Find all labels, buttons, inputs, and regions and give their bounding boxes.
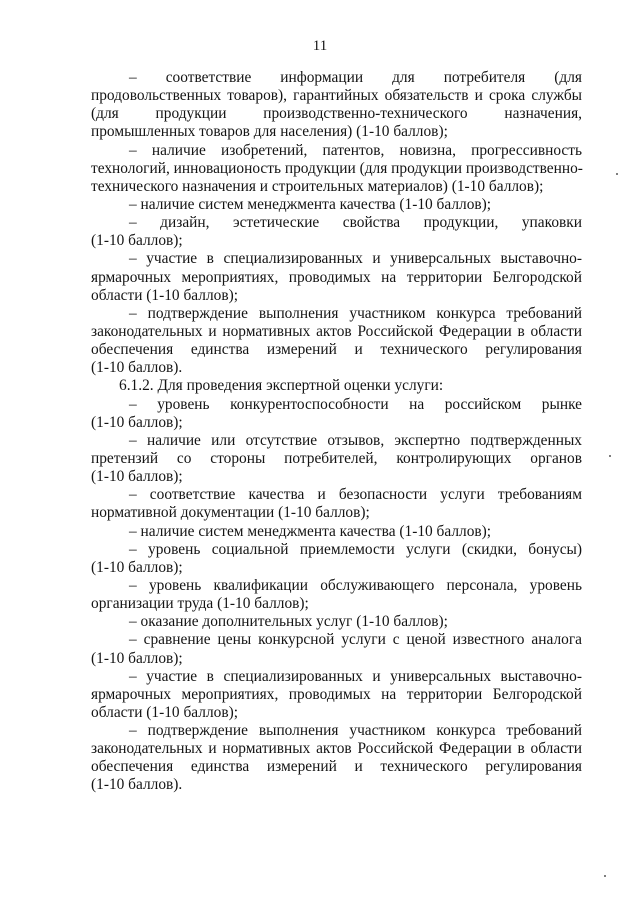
text-line: – соответствие информации для потребителя (для: [129, 69, 582, 86]
text-line: – наличие систем менеджмента качества (1-10 баллов);: [129, 522, 492, 540]
text-line: (1-10 баллов);: [91, 649, 183, 667]
text-line: (1-10 баллов);: [91, 232, 183, 250]
text-line: – участие в специализированных и универсальных выставочно-: [129, 667, 582, 685]
text-line: продовольственных товаров), гарантийных обязательств и срока службы: [91, 87, 582, 105]
text-line: технологий, инновационость продукции (для продукции производственно-: [91, 159, 583, 177]
text-line: (1-10 баллов);: [91, 413, 183, 431]
text-line: – сравнение цены конкурсной услуги с ценой известного аналога: [129, 631, 582, 649]
text-line: промышленных товаров для населения) (1-10 баллов);: [91, 123, 448, 141]
text-line: (1-10 баллов).: [91, 359, 183, 377]
text-line: – наличие изобретений, патентов, новизна, прогрессивность: [129, 141, 582, 159]
text-line: – участие в специализированных и универсальных выставочно-: [129, 250, 582, 268]
text-line: – уровень конкурентоспособности на российском рынке: [129, 395, 582, 413]
text-line: (1-10 баллов);: [91, 558, 183, 576]
text-line: (1-10 баллов);: [91, 468, 183, 486]
text-line: ярмарочных мероприятиях, проводимых на территории Белгородской: [91, 685, 582, 703]
text-line: – уровень квалификации обслуживающего персонала, уровень: [129, 576, 582, 594]
text-line: нормативной документации (1-10 баллов);: [91, 504, 370, 522]
text-line: (1-10 баллов).: [91, 776, 183, 794]
text-line: – дизайн, эстетические свойства продукции, упаковки: [129, 214, 582, 232]
text-line: области (1-10 баллов);: [91, 286, 238, 304]
text-line: области (1-10 баллов);: [91, 703, 238, 721]
text-line: (для продукции производственно-технического назначения,: [91, 105, 582, 123]
page-number: 11: [312, 38, 328, 54]
text-line: – оказание дополнительных услуг (1-10 баллов);: [129, 613, 448, 631]
text-line: – наличие систем менеджмента качества (1-10 баллов);: [129, 195, 492, 213]
text-line: организации труда (1-10 баллов);: [91, 595, 309, 613]
text-line: 6.1.2. Для проведения экспертной оценки услуги:: [119, 377, 444, 395]
text-line: законодательных и нормативных актов Российской Федерации в области: [91, 322, 582, 340]
text-line: технического назначения и строительных материалов) (1-10 баллов);: [91, 177, 544, 195]
scan-mark: [604, 875, 606, 877]
text-line: – подтверждение выполнения участником конкурса требований: [129, 722, 582, 740]
text-line: законодательных и нормативных актов Российской Федерации в области: [91, 740, 582, 758]
document-body: [91, 69, 582, 795]
text-line: обеспечения единства измерений и технического регулирования: [91, 758, 582, 776]
text-line: – уровень социальной приемлемости услуги (скидки, бонусы): [129, 540, 582, 558]
text-line: – подтверждение выполнения участником конкурса требований: [129, 304, 582, 322]
text-line: обеспечения единства измерений и технического регулирования: [91, 341, 582, 359]
text-line: – соответствие качества и безопасности услуги требованиям: [129, 486, 582, 504]
text-line: претензий со стороны потребителей, контролирующих органов: [91, 449, 582, 467]
text-line: – наличие или отсутствие отзывов, экспертно подтвержденных: [129, 431, 582, 449]
scan-mark: [616, 173, 618, 175]
text-line: ярмарочных мероприятиях, проводимых на территории Белгородской: [91, 268, 582, 286]
scan-mark: [609, 455, 611, 457]
